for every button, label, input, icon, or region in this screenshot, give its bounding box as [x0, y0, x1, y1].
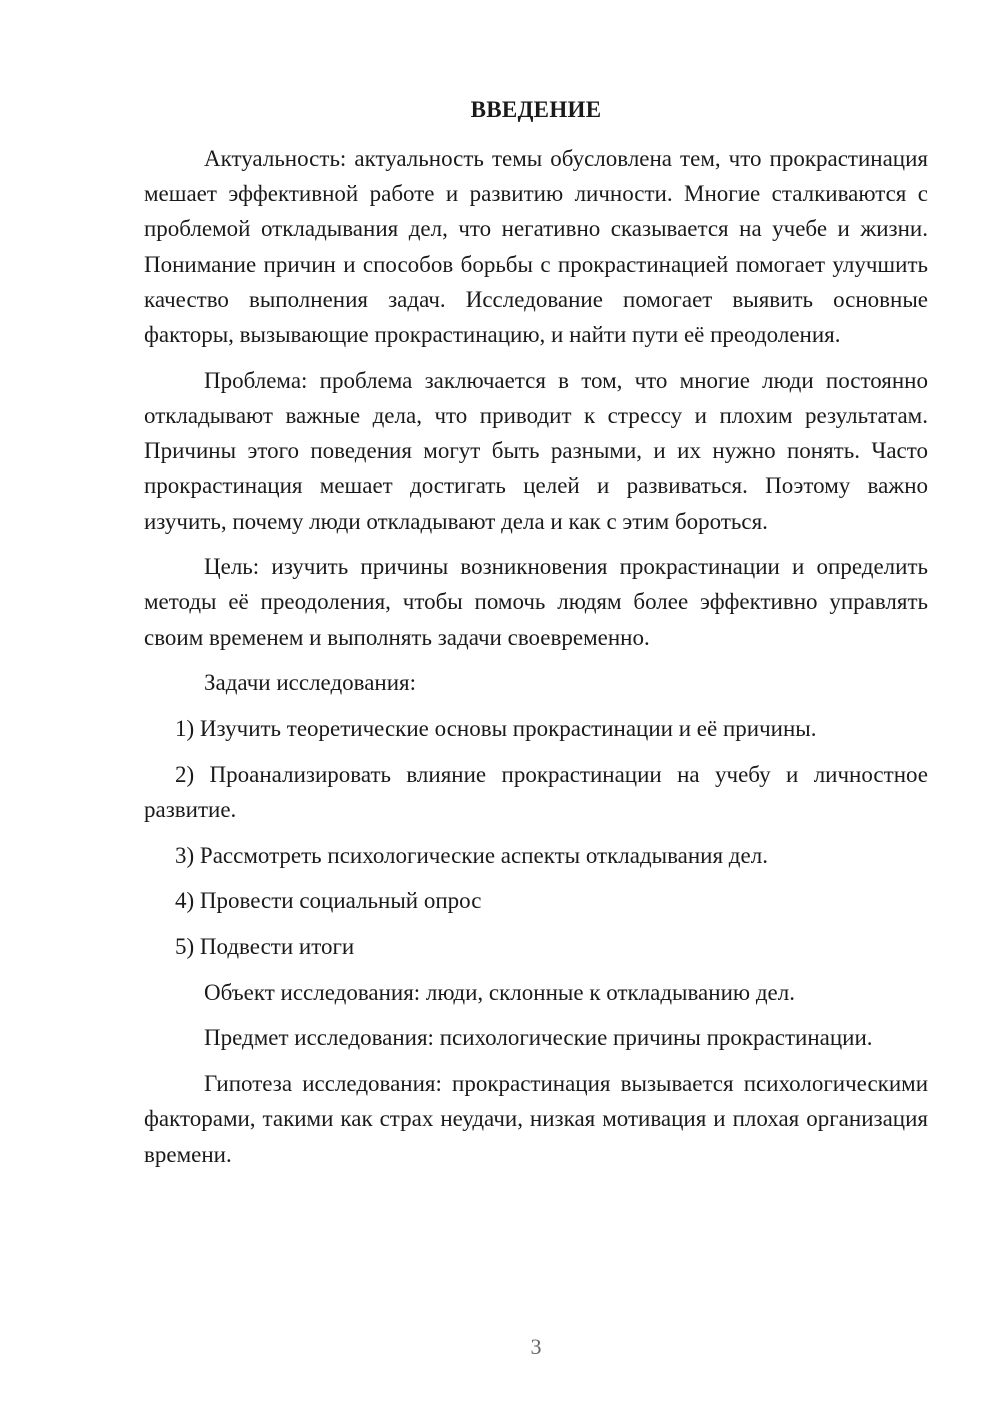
- paragraph-subject: Предмет исследования: психологические причины прокрастинации.: [204, 1025, 873, 1051]
- list-item-task-1: 1) Изучить теоретические основы прокрастинации и её причины.: [175, 716, 817, 742]
- paragraph-relevance: Актуальность: актуальность темы обусловлена тем, что прокрастинация мешает эффективной работе и развитию личности. Многие сталкиваются с проблемой откладывания дел, что негативно сказывается на учебе и жизни. Понимание причин и способов борьбы с прокрастинацией помогает улучшить качество выполнения задач. Исследование помогает выявить основные факторы, вызывающие прокрастинацию, и найти пути её преодоления.: [144, 146, 928, 348]
- list-item-task-2: 2) Проанализировать влияние прокрастинации на учебу и личностное развитие.: [144, 761, 928, 822]
- paragraph-goal: Цель: изучить причины возникновения прокрастинации и определить методы её преодоления, чтобы помочь людям более эффективно управлять своим временем и выполнять задачи своевременно.: [144, 554, 928, 650]
- list-item-task-5: 5) Подвести итоги: [175, 934, 355, 960]
- paragraph-tasks-heading: Задачи исследования:: [204, 670, 417, 696]
- page-title: ВВЕДЕНИЕ: [470, 97, 602, 122]
- page-number: 3: [530, 1334, 542, 1359]
- list-item-task-4: 4) Провести социальный опрос: [175, 888, 482, 914]
- paragraph-hypothesis: Гипотеза исследования: прокрастинация вызывается психологическими факторами, такими как страх неудачи, низкая мотивация и плохая организация времени.: [144, 1071, 928, 1167]
- document-body: [144, 141, 928, 1182]
- paragraph-problem: Проблема: проблема заключается в том, что многие люди постоянно откладывают важные дела, что приводит к стрессу и плохим результатам. Причины этого поведения могут быть разными, и их нужно понять. Часто прокрастинация мешает достигать целей и развиваться. Поэтому важно изучить, почему люди откладывают дела и как с этим бороться.: [144, 367, 928, 534]
- list-item-task-3: 3) Рассмотреть психологические аспекты откладывания дел.: [175, 842, 768, 868]
- paragraph-object: Объект исследования: люди, склонные к откладыванию дел.: [204, 979, 795, 1005]
